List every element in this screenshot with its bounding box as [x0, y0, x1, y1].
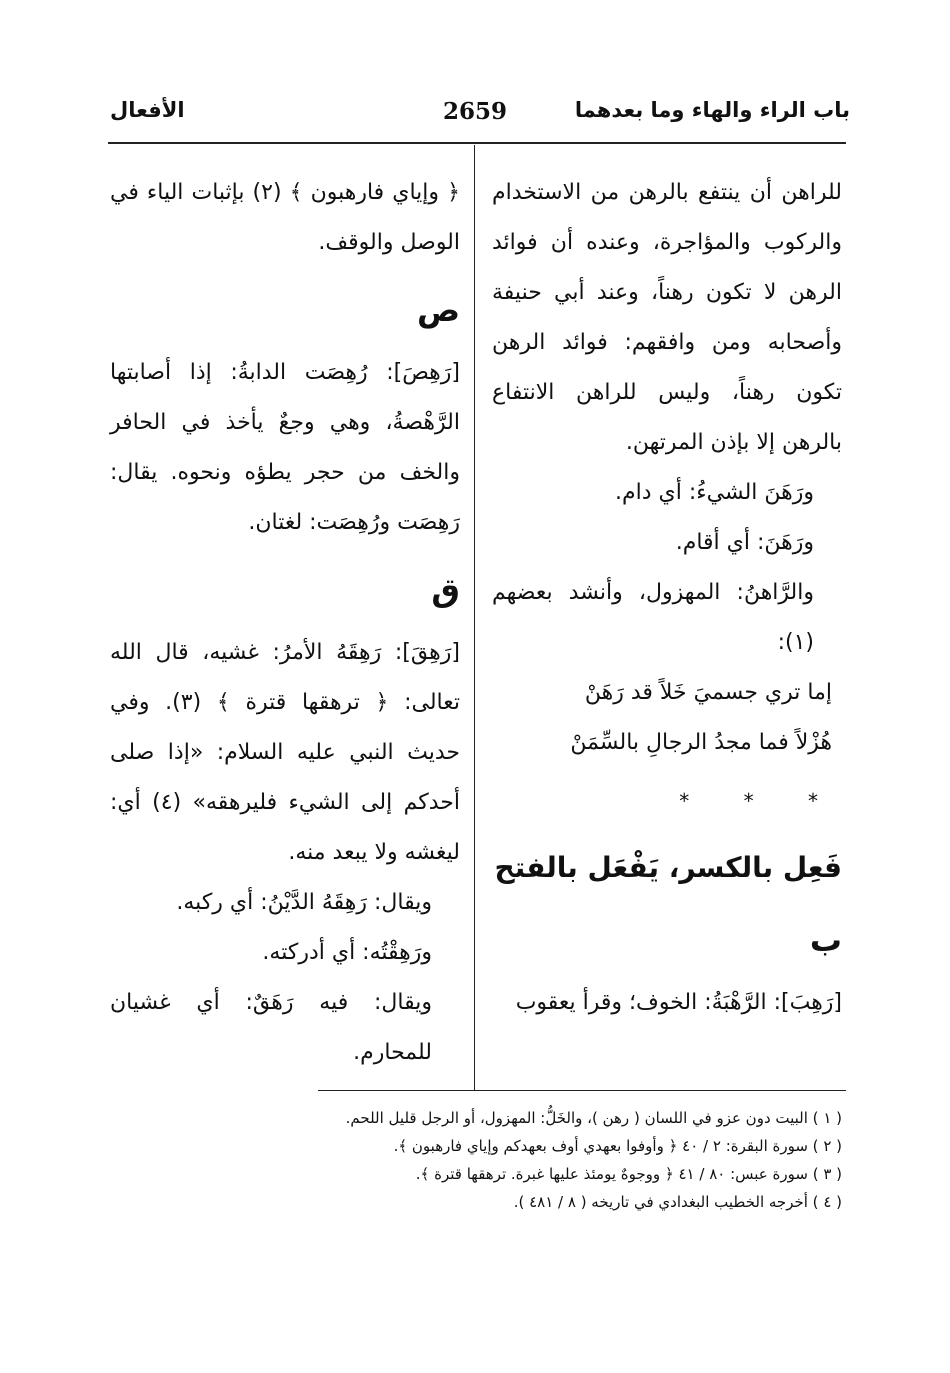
page-header	[100, 98, 850, 134]
letter-heading: ص	[416, 291, 460, 329]
section-separator: * * *	[679, 789, 842, 813]
footnote-rule	[318, 1090, 846, 1091]
footnote: ( ٤ ) أخرجه الخطيب البغدادي في تاريخه ( ٨ / ٤٨١ ).	[513, 1193, 842, 1211]
section-title: باب الراء والهاء وما بعدهما	[574, 98, 850, 122]
paragraph: ورَهَنَ: أي أقام.	[675, 530, 814, 555]
column-divider	[474, 145, 475, 1090]
left-column	[110, 168, 460, 1078]
header-rule	[108, 142, 846, 144]
paragraph: ﴿ وإياي فارهبون ﴾ (٢) بإثبات الياء في الوصل والوقف.	[110, 180, 461, 255]
paragraph: للراهن أن ينتفع بالرهن من الاستخدام والركوب والمؤاجرة، وعنده أن فوائد الرهن لا تكون رهناً، وعند أبي حنيفة وأصحابه ومن وافقهم: فوائد الرهن تكون رهناً، وليس للراهن الانتفاع بالرهن إلا بإذن المرتهن.	[492, 180, 842, 455]
footnote: ( ٢ ) سورة البقرة: ٢ / ٤٠ ﴿ وأوفوا بعهدي أوف بعهدكم وإياي فارهبون ﴾.	[393, 1137, 842, 1155]
letter-heading: ق	[431, 571, 460, 609]
paragraph: ويقال: رَهِقَهُ الدَّيْنُ: أي ركبه.	[176, 890, 432, 915]
paragraph: والرَّاهنُ: المهزول، وأنشد بعضهم (١):	[492, 580, 814, 655]
footnote: ( ١ ) البيت دون عزو في اللسان ( رهن )، والخَلُّ: المهزول، أو الرجل قليل اللحم.	[345, 1109, 842, 1127]
verse-line: إما تري جسميَ خَلاً قد رَهَنْ	[584, 680, 832, 705]
right-column	[492, 168, 842, 1028]
paragraph: ورَهَنَ الشيءُ: أي دام.	[615, 480, 814, 505]
paragraph: [رَهِبَ]: الرَّهْبَةُ: الخوف؛ وقرأ يعقوب	[515, 990, 842, 1015]
page-number: 2659	[442, 98, 507, 125]
footnote: ( ٣ ) سورة عبس: ٨٠ / ٤١ ﴿ ووجوهٌ يومئذ عليها غبرة. ترهقها قترة ﴾.	[415, 1165, 842, 1183]
paragraph: [رَهِقَ]: رَهِقَهُ الأمرُ: غشيه، قال الله تعالى: ﴿ ترهقها قترة ﴾ (٣). وفي حديث النبي عليه السلام: «إذا صلى أحدكم إلى الشيء فليرهقه» (٤) أي: ليغشه ولا يبعد منه.	[110, 640, 461, 865]
paragraph: ورَهِقْتُه: أي أدركته.	[262, 940, 432, 965]
verse-line: هُزْلاً فما مجدُ الرجالِ بالسِّمَنْ	[570, 730, 832, 755]
chapter-title: الأفعال	[110, 98, 185, 122]
paragraph: ويقال: فيه رَهَقٌ: أي غشيان للمحارم.	[110, 990, 432, 1065]
section-heading: فَعِل بالكسر، يَفْعَل بالفتح	[494, 851, 842, 884]
footnotes	[102, 1104, 842, 1216]
letter-heading: ب	[809, 921, 842, 959]
paragraph: [رَهِصَ]: رُهِصَت الدابةُ: إذا أصابتها الرَّهْصةُ، وهي وجعٌ يأخذ في الحافر والخف من حجر يطؤه ونحوه. يقال: رَهِصَت ورُهِصَت: لغتان.	[110, 360, 460, 535]
